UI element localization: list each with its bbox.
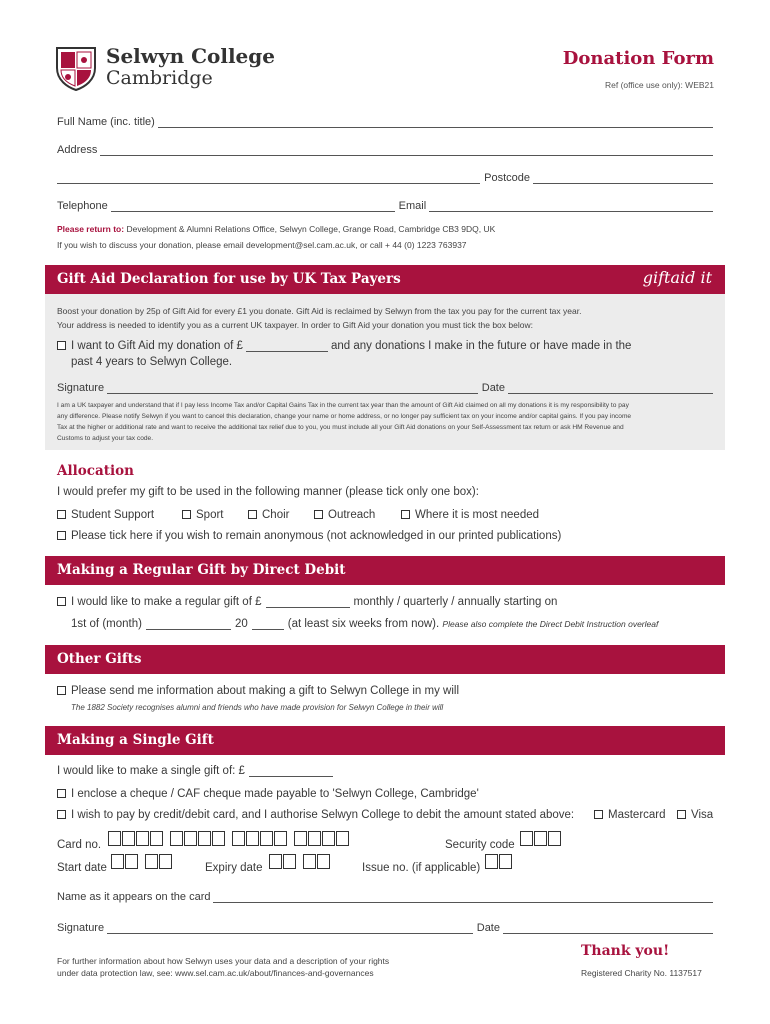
ref-text: Ref (office use only): WEB21	[605, 80, 714, 90]
allocation-heading: Allocation	[57, 463, 134, 479]
option-label: Outreach	[328, 509, 376, 521]
single-gift-date-label: Date	[476, 922, 500, 934]
blank-line[interactable]	[107, 925, 473, 934]
will-option[interactable]	[57, 685, 459, 697]
gift-aid-logo: giftaid it	[642, 268, 712, 287]
digit-box[interactable]	[260, 831, 273, 846]
gift-aid-signature-row[interactable]	[57, 382, 713, 394]
single-gift-banner	[45, 726, 725, 755]
security-code-boxes[interactable]	[520, 831, 562, 849]
digit-box[interactable]	[136, 831, 149, 846]
direct-debit-banner	[45, 556, 725, 585]
card-checkbox[interactable]	[57, 810, 66, 819]
digit-box[interactable]	[108, 831, 121, 846]
mastercard-option[interactable]	[594, 809, 666, 821]
fine-print-line: any difference. Please notify Selwyn if you want to cancel this declaration, change your name or home address, or no longer pay sufficient tax on your income and/or capital gains. If you pay income	[57, 413, 632, 420]
digit-box[interactable]	[520, 831, 533, 846]
year-input[interactable]	[252, 620, 284, 630]
digit-box[interactable]	[232, 831, 245, 846]
full-name-field[interactable]	[57, 116, 713, 128]
mastercard-label: Mastercard	[608, 809, 666, 821]
digit-box[interactable]	[198, 831, 211, 846]
full-name-label: Full Name (inc. title)	[57, 116, 155, 128]
checkbox[interactable]	[401, 510, 410, 519]
visa-checkbox[interactable]	[677, 810, 686, 819]
blank-line[interactable]	[107, 385, 478, 394]
digit-box[interactable]	[308, 831, 321, 846]
direct-debit-text2: monthly / quarterly / annually starting on	[353, 596, 558, 608]
month-input[interactable]	[146, 620, 231, 630]
card-label: I wish to pay by credit/debit card, and I authorise Selwyn College to debit the amount stated above:	[71, 809, 575, 821]
option-label: Choir	[262, 509, 290, 521]
gift-aid-banner-title: Gift Aid Declaration for use by UK Tax Payers	[57, 271, 401, 287]
form-title: Donation Form	[562, 48, 714, 69]
other-gifts-banner	[45, 645, 725, 674]
digit-box[interactable]	[159, 854, 172, 869]
digit-box[interactable]	[125, 854, 138, 869]
return-address-text: Development & Alumni Relations Office, Selwyn College, Grange Road, Cambridge CB3 9DQ, UK	[126, 224, 496, 234]
data-protection-line-2: under data protection law, see: www.sel.cam.ac.uk/about/finances-and-governances	[57, 968, 374, 978]
card-option[interactable]	[57, 809, 574, 821]
allocation-option-choir[interactable]	[248, 509, 289, 521]
gift-aid-amount-input[interactable]	[246, 342, 328, 352]
college-name: Selwyn College	[106, 44, 275, 68]
checkbox[interactable]	[248, 510, 257, 519]
card-name-row[interactable]	[57, 891, 713, 903]
regular-amount-input[interactable]	[266, 598, 350, 608]
declaration-part1: I want to Gift Aid my donation of £	[71, 340, 243, 352]
digit-box[interactable]	[122, 831, 135, 846]
single-gift-amount-input[interactable]	[249, 767, 333, 777]
gift-aid-checkbox[interactable]	[57, 341, 66, 350]
college-crest-icon	[55, 46, 97, 92]
digit-box[interactable]	[499, 854, 512, 869]
allocation-option-outreach[interactable]	[314, 509, 375, 521]
digit-box[interactable]	[283, 854, 296, 869]
society-note: The 1882 Society recognises alumni and friends who have made provision for Selwyn College in their will	[71, 703, 444, 712]
blank-line[interactable]	[503, 925, 713, 934]
declaration-part2: and any donations I make in the future or have made in the	[330, 340, 632, 352]
digit-box[interactable]	[485, 854, 498, 869]
return-label: Please return to:	[57, 224, 125, 234]
charity-number: Registered Charity No. 1137517	[581, 968, 702, 978]
telephone-email-row[interactable]	[57, 200, 713, 212]
digit-box[interactable]	[150, 831, 163, 846]
blank-line[interactable]	[533, 175, 713, 184]
blank-line[interactable]	[57, 175, 480, 184]
option-label: Student Support	[71, 509, 155, 521]
allocation-option-most-needed[interactable]	[401, 509, 539, 521]
cheque-label: I enclose a cheque / CAF cheque made payable to 'Selwyn College, Cambridge'	[71, 788, 479, 800]
gift-aid-intro-1: Boost your donation by 25p of Gift Aid for every £1 you donate. Gift Aid is reclaimed by Selwyn from the tax you pay for the current tax year.	[57, 306, 582, 316]
month-label: 1st of (month)	[71, 618, 142, 630]
return-address	[57, 224, 495, 234]
card-name-label: Name as it appears on the card	[57, 891, 211, 903]
anonymous-option[interactable]	[57, 530, 561, 542]
single-gift-amount-label: I would like to make a single gift of: £	[57, 765, 245, 777]
allocation-option-sport[interactable]	[182, 509, 224, 521]
issue-no-boxes[interactable]	[485, 854, 513, 872]
address-line-2[interactable]	[57, 172, 713, 184]
single-gift-signature-label: Signature	[57, 922, 105, 934]
digit-box[interactable]	[274, 831, 287, 846]
year-prefix: 20	[234, 618, 248, 630]
blank-line[interactable]	[429, 203, 713, 212]
gift-aid-banner	[45, 265, 725, 294]
card-number-boxes[interactable]	[108, 831, 350, 849]
mastercard-checkbox[interactable]	[594, 810, 603, 819]
security-code-label: Security code	[445, 839, 515, 851]
address-label: Address	[57, 144, 98, 156]
declaration-part3: past 4 years to Selwyn College.	[71, 356, 233, 368]
digit-box[interactable]	[336, 831, 349, 846]
allocation-option-student-support[interactable]	[57, 509, 154, 521]
digit-box[interactable]	[212, 831, 225, 846]
digit-box[interactable]	[294, 831, 307, 846]
cheque-option[interactable]	[57, 788, 479, 800]
single-gift-amount-row[interactable]	[57, 765, 333, 777]
start-date-label: Start date	[57, 862, 107, 874]
blank-line[interactable]	[508, 385, 713, 394]
blank-line[interactable]	[111, 203, 395, 212]
cheque-checkbox[interactable]	[57, 789, 66, 798]
start-date-boxes[interactable]	[111, 854, 173, 872]
gift-aid-intro-2: Your address is needed to identify you as a current UK taxpayer. In order to Gift Aid your donation you must tick the box below:	[57, 320, 533, 330]
single-gift-signature-row[interactable]	[57, 922, 713, 934]
digit-box[interactable]	[111, 854, 124, 869]
email-label: Email	[398, 200, 427, 212]
digit-box[interactable]	[303, 854, 316, 869]
single-gift-banner-title: Making a Single Gift	[57, 732, 214, 748]
digit-box[interactable]	[548, 831, 561, 846]
blank-line[interactable]	[158, 119, 713, 128]
blank-line[interactable]	[100, 147, 713, 156]
allocation-prompt: I would prefer my gift to be used in the following manner (please tick only one box):	[57, 486, 479, 498]
will-label: Please send me information about making a gift to Selwyn College in my will	[71, 685, 459, 697]
direct-debit-row[interactable]	[57, 596, 557, 608]
digit-box[interactable]	[322, 831, 335, 846]
card-no-label: Card no.	[57, 839, 102, 851]
expiry-date-boxes[interactable]	[269, 854, 331, 872]
gift-aid-signature-label: Signature	[57, 382, 105, 394]
anonymous-checkbox[interactable]	[57, 531, 66, 540]
direct-debit-checkbox[interactable]	[57, 597, 66, 606]
direct-debit-banner-title: Making a Regular Gift by Direct Debit	[57, 562, 346, 578]
thank-you-text: Thank you!	[581, 943, 670, 959]
postcode-label: Postcode	[484, 172, 530, 184]
fine-print-line: I am a UK taxpayer and understand that if I pay less Income Tax and/or Capital Gains Tax in the current tax year than the amount of Gift Aid claimed on all my donations it is my responsibility to pay	[57, 402, 629, 409]
digit-box[interactable]	[145, 854, 158, 869]
anonymous-label: Please tick here if you wish to remain anonymous (not acknowledged in our printed publications)	[71, 530, 562, 542]
digit-box[interactable]	[246, 831, 259, 846]
data-protection-line-1: For further information about how Selwyn uses your data and a description of your rights	[57, 956, 390, 966]
college-location: Cambridge	[106, 67, 213, 89]
discuss-text: If you wish to discuss your donation, please email development@sel.cam.ac.uk, or call + 44 (0) 1223 763937	[57, 240, 467, 250]
gift-aid-date-label: Date	[481, 382, 505, 394]
digit-box[interactable]	[317, 854, 330, 869]
direct-debit-text1: I would like to make a regular gift of £	[71, 596, 262, 608]
visa-option[interactable]	[677, 809, 713, 821]
visa-label: Visa	[691, 809, 714, 821]
notice-italic: Please also complete the Direct Debit Instruction overleaf	[442, 619, 659, 629]
checkbox[interactable]	[57, 510, 66, 519]
gift-aid-declaration[interactable]	[57, 340, 631, 352]
fine-print-line: Tax at the higher or additional rate and want to receive the additional tax relief due to you, you must include all your Gift Aid donations on your Self-Assessment tax return or ask HM Revenue and	[57, 424, 624, 431]
address-field[interactable]	[57, 144, 713, 156]
blank-line[interactable]	[213, 894, 713, 903]
direct-debit-start-row	[71, 618, 658, 630]
digit-box[interactable]	[534, 831, 547, 846]
issue-no-label: Issue no. (if applicable)	[362, 862, 481, 874]
other-gifts-banner-title: Other Gifts	[57, 651, 142, 667]
gift-aid-fine-print	[57, 400, 717, 444]
telephone-label: Telephone	[57, 200, 108, 212]
option-label: Where it is most needed	[415, 509, 540, 521]
digit-box[interactable]	[184, 831, 197, 846]
digit-box[interactable]	[170, 831, 183, 846]
notice-text: (at least six weeks from now).	[287, 618, 440, 630]
expiry-date-label: Expiry date	[205, 862, 263, 874]
checkbox[interactable]	[314, 510, 323, 519]
checkbox[interactable]	[182, 510, 191, 519]
fine-print-line: Customs to adjust your tax code.	[57, 435, 154, 442]
digit-box[interactable]	[269, 854, 282, 869]
will-checkbox[interactable]	[57, 686, 66, 695]
option-label: Sport	[196, 509, 224, 521]
